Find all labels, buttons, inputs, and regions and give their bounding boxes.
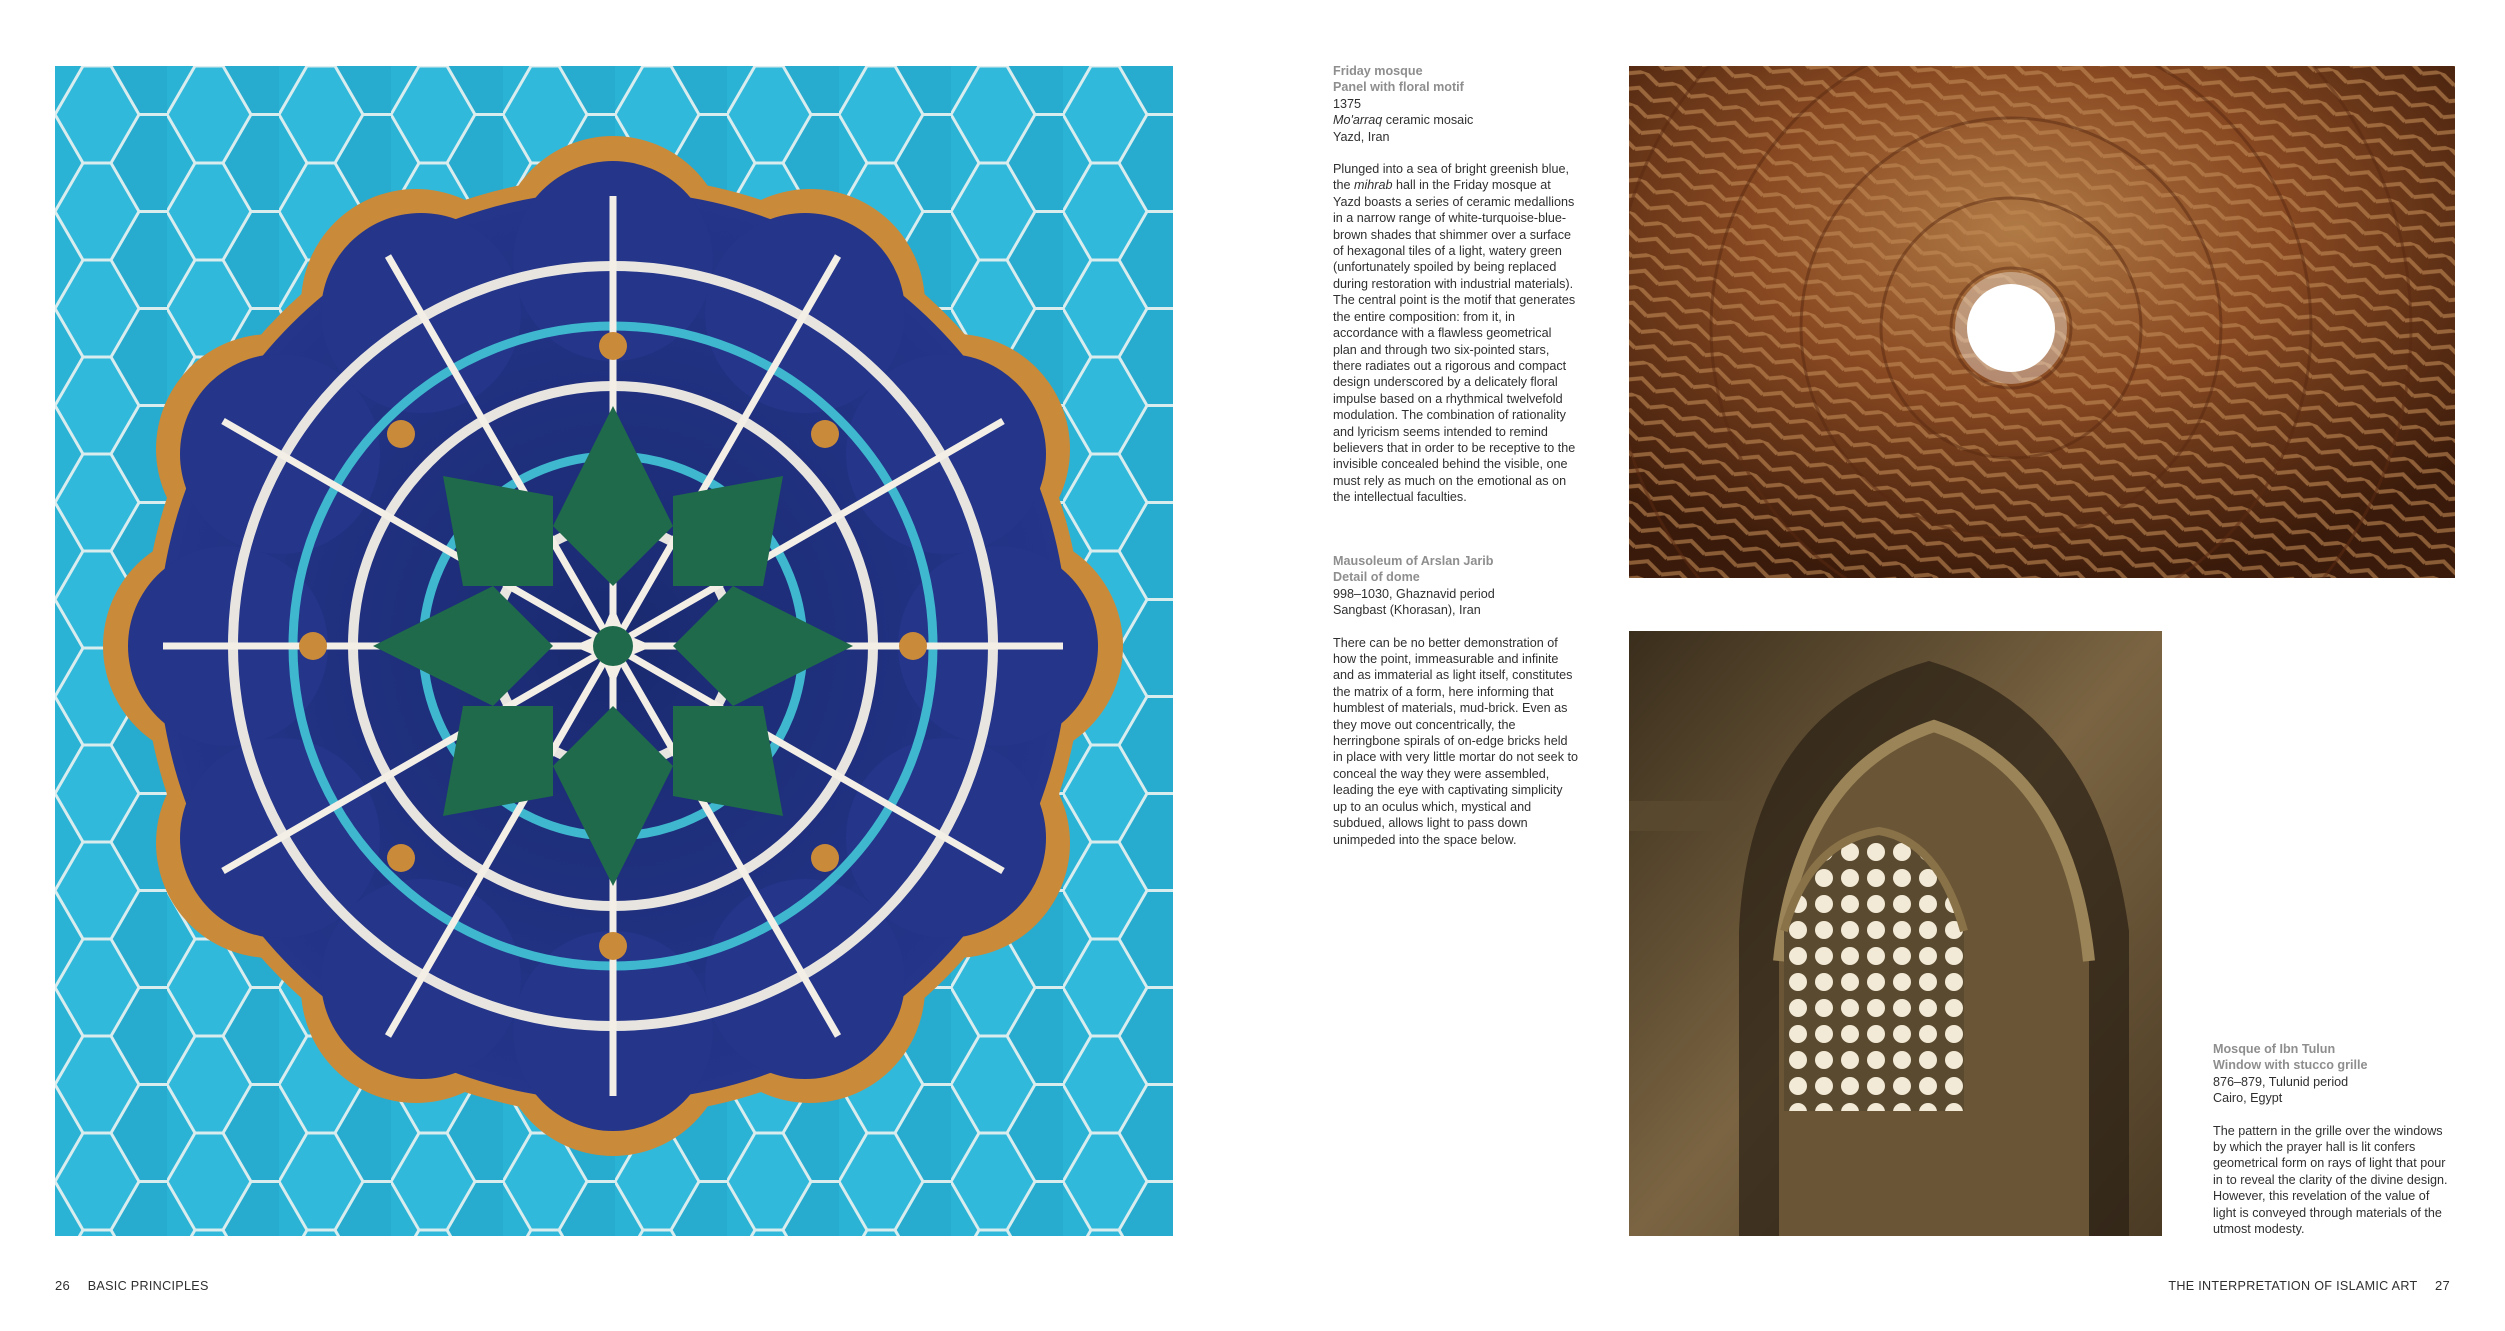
caption-title: Mausoleum of Arslan Jarib <box>1333 554 1494 568</box>
right-folio: 27 <box>2434 1278 2450 1293</box>
caption-subtitle: Window with stucco grille <box>2213 1058 2368 1073</box>
caption-title: Mosque of Ibn Tulun <box>2213 1042 2336 1056</box>
caption-title: Friday mosque <box>1333 64 1423 78</box>
right-page <box>1252 0 2505 1331</box>
window-grille-photo <box>1629 631 2162 1236</box>
caption-place: Yazd, Iran <box>1333 129 1390 144</box>
medallion-illustration <box>55 66 1173 1236</box>
caption-body: The pattern in the grille over the windows by which the prayer hall is lit confers geometrical form on rays of light that pour in to reveal the clarity of the divine design. However, this revelation of the value of light is conveyed through materials of the utmost modesty. <box>2213 1123 2448 1237</box>
caption-ibn-tulun <box>2213 1041 2453 1237</box>
tile-medallion-photo <box>55 66 1173 1236</box>
caption-subtitle: Panel with floral motif <box>1333 80 1464 95</box>
caption-body: Plunged into a sea of bright greenish blue, the mihrab hall in the Friday mosque at Yazd boasts a series of ceramic medallions in a narrow range of white-turquoise-blue-brown shades that shimmer over a surface of hexagonal tiles of a light, watery green (unfortunately spoiled by being replaced during restoration with industrial materials). The central point is the motif that generates the entire composition: from it, in accordance with a flawless geometrical plan and through two six-pointed stars, there radiates out a rigorous and compact design underscored by a delicately floral impulse based on a rhythmical twelvefold modulation. The combination of rationality and lyricism seems intended to remind believers that in order to be receptive to the invisible concealed behind the visible, one must rely as much on the emotional as on the intellectual faculties. <box>1333 162 1576 505</box>
caption-place: Sangbast (Khorasan), Iran <box>1333 603 1481 618</box>
dome-photo <box>1629 66 2455 578</box>
caption-subtitle: Detail of dome <box>1333 570 1420 585</box>
window-illustration <box>1629 631 2162 1236</box>
caption-date: 876–879, Tulunid period <box>2213 1074 2349 1089</box>
caption-body: There can be no better demonstration of how the point, immeasurable and infinite and as immaterial as light itself, constitutes the matrix of a form, here informing that humblest of materials, mud-brick. Even as they move out concentrically, the herringbone spirals of on-edge bricks held in place with very little mortar do not seek to conceal the way they were assembled, leading the eye with captivating simplicity up to an oculus which, mystical and subdued, allows light to pass down unimpeded into the space below. <box>1333 635 1578 847</box>
right-running-head: THE INTERPRETATION OF ISLAMIC ART <box>2168 1279 2418 1293</box>
caption-friday-mosque <box>1333 63 1578 506</box>
caption-material: Mo'arraq ceramic mosaic <box>1333 113 1474 128</box>
left-page <box>0 0 1252 1331</box>
caption-date: 1375 <box>1333 96 1362 111</box>
left-running-head: BASIC PRINCIPLES <box>87 1279 209 1293</box>
left-footer <box>55 1278 209 1293</box>
caption-arslan-jarib <box>1333 553 1578 848</box>
caption-place: Cairo, Egypt <box>2213 1091 2283 1106</box>
dome-illustration <box>1629 66 2455 578</box>
left-folio: 26 <box>55 1278 71 1293</box>
right-footer <box>2168 1278 2450 1293</box>
caption-date: 998–1030, Ghaznavid period <box>1333 586 1495 601</box>
